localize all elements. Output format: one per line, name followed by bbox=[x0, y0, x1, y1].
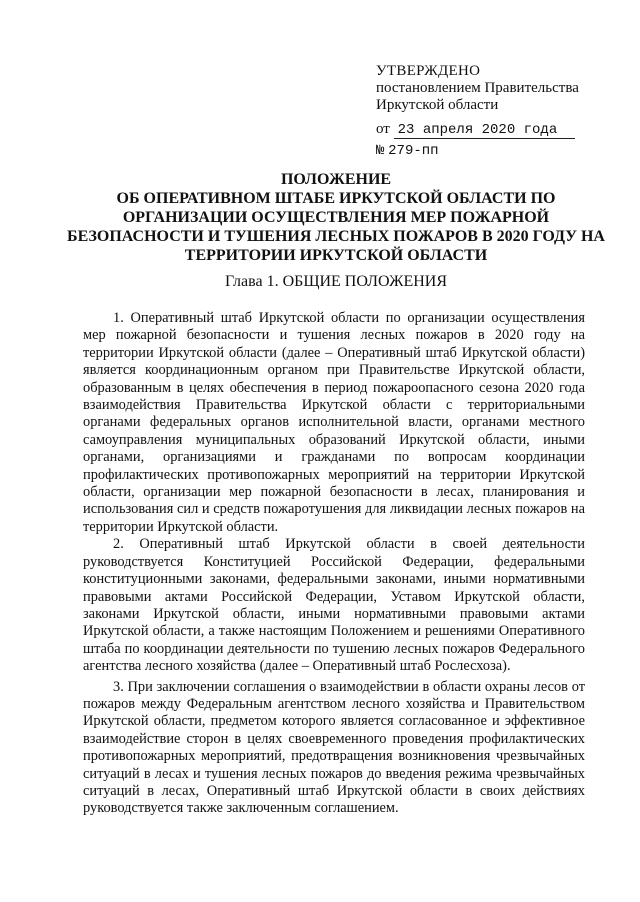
date-value: 23 апреля 2020 года bbox=[394, 122, 576, 139]
number-prefix: № bbox=[376, 143, 385, 159]
paragraph-3: 3. При заключении соглашения о взаимодействии в области охраны лесов от пожаров между Федеральным агентством лесного хозяйства и Правительством Иркутской области, предметом которого является согласованное и эффективное взаимодействие сторон в целях своевременного проведения профилактических противопожарных мероприятий, предотвращения возникновения чрезвычайных ситуаций в лесах и тушения лесных пожаров до введения режима чрезвычайных ситуаций в лесах, Оперативный штаб Иркутской области в своих действиях руководствуется также заключенным соглашением. bbox=[83, 678, 585, 817]
number-line bbox=[376, 142, 439, 159]
title-line: ОБ ОПЕРАТИВНОМ ШТАБЕ ИРКУТСКОЙ ОБЛАСТИ ПО bbox=[116, 190, 556, 207]
paragraph-2: 2. Оперативный штаб Иркутской области в своей деятельности руководствуется Конституцией Российской Федерации, федеральными конституционными законами, федеральными законами, иными нормативными правовыми актами Российской Федерации, Уставом Иркутской области, законами Иркутской области, иными нормативными правовыми актами Иркутской области, а также настоящим Положением и решениями Оперативного штаба по координации деятельности по тушению лесных пожаров Федерального агентства лесного хозяйства (далее – Оперативный штаб Рослесхоза). bbox=[83, 536, 585, 675]
chapter-heading: Глава 1. ОБЩИЕ ПОЛОЖЕНИЯ bbox=[225, 273, 447, 290]
approval-heading: УТВЕРЖДЕНО bbox=[376, 63, 481, 79]
paragraph-1: 1. Оперативный штаб Иркутской области по организации осуществления мер пожарной безопасности и тушения лесных пожаров в 2020 году на территории Иркутской области (далее – Оперативный штаб Иркутской области) является координационным органом при Правительстве Иркутской области, образованным в целях обеспечения в период пожароопасного сезона 2020 года взаимодействия Правительства Иркутской области с территориальными органами федеральных органов исполнительной власти, органами местного самоуправления муниципальных образований Иркутской области, иными органами, организациями и гражданами по вопросам координации профилактических противопожарных мероприятий на территории Иркутской области, организации мер пожарной безопасности в лесах, планирования и использования сил и средств пожаротушения для ликвидации лесных пожаров на территории Иркутской области. bbox=[83, 310, 585, 535]
title-line: ТЕРРИТОРИИ ИРКУТСКОЙ ОБЛАСТИ bbox=[184, 247, 488, 264]
approval-stamp bbox=[376, 63, 626, 114]
date-line bbox=[376, 121, 575, 139]
document-body bbox=[83, 310, 585, 818]
number-value: 279-пп bbox=[388, 143, 439, 159]
approval-line-2: Иркутской области bbox=[376, 97, 499, 113]
date-prefix: от bbox=[376, 121, 390, 137]
title-line: БЕЗОПАСНОСТИ И ТУШЕНИЯ ЛЕСНЫХ ПОЖАРОВ В 2020 ГОДУ НА bbox=[67, 228, 605, 245]
document-title bbox=[60, 170, 612, 265]
approval-line-1: постановлением Правительства bbox=[376, 80, 579, 96]
title-line: ПОЛОЖЕНИЕ bbox=[280, 171, 392, 188]
title-line: ОРГАНИЗАЦИИ ОСУЩЕСТВЛЕНИЯ МЕР ПОЖАРНОЙ bbox=[122, 209, 550, 226]
